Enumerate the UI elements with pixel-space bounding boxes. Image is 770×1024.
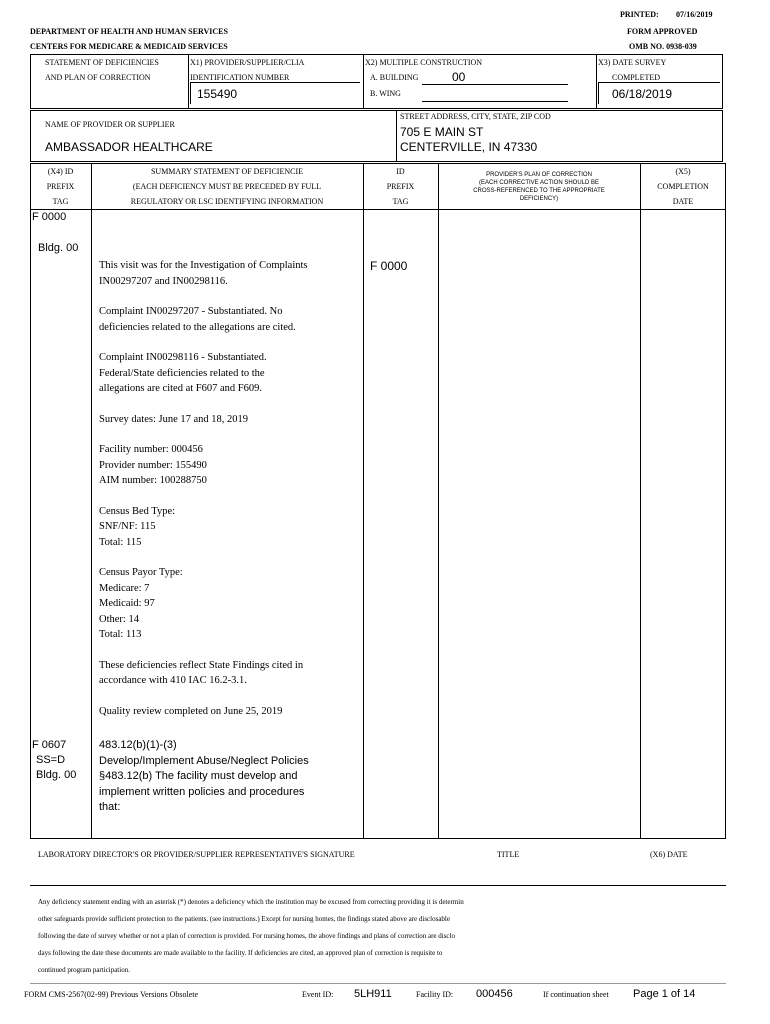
id-header-3: TAG xyxy=(392,197,409,206)
paragraph-2-line-1: Complaint IN00297207 - Substantiated. No xyxy=(99,306,283,317)
disclaimer xyxy=(38,894,728,979)
f607-line-2: Develop/Implement Abuse/Neglect Policies xyxy=(99,754,309,767)
paragraph-3-line-1: Complaint IN00298116 - Substantiated. xyxy=(99,352,267,363)
disclaimer-line-2: other safeguards provide sufficient protection to the patients. (see instructions.) Except for nursing homes, the findings stated above are disclosable xyxy=(38,915,450,923)
statement-label-2: AND PLAN OF CORRECTION xyxy=(45,73,151,82)
paragraph-5-line-2: Provider number: 155490 xyxy=(99,459,207,471)
f607-line-3: §483.12(b) The facility must develop and xyxy=(99,770,298,782)
facility-id-label: Facility ID: xyxy=(416,990,454,999)
prefix-tag-f0607: F 0607 xyxy=(32,739,67,751)
id-prefix-f0000: F 0000 xyxy=(370,259,408,273)
x6-date-label: (X6) DATE xyxy=(650,850,688,859)
paragraph-1-line-1: This visit was for the Investigation of Complaints xyxy=(99,260,308,271)
paragraph-9-line-1: Quality review completed on June 25, 2019 xyxy=(99,705,283,717)
date-survey-completed: 06/18/2019 xyxy=(612,87,673,101)
event-id-label: Event ID: xyxy=(302,990,334,999)
summary-text xyxy=(99,258,361,719)
printed-date: 07/16/2019 xyxy=(676,10,713,19)
wing-label: B. WING xyxy=(370,89,401,98)
paragraph-8-line-2: accordance with 410 IAC 16.2-3.1. xyxy=(99,675,247,686)
continuation-label: If continuation sheet xyxy=(543,990,609,999)
provider-box xyxy=(30,110,723,162)
paragraph-2-line-2: deficiencies related to the allegations are cited. xyxy=(99,321,296,333)
summary-header-2: (EACH DEFICIENCY MUST BE PRECEDED BY FULL xyxy=(132,182,322,191)
paragraph-7-line-3: Medicaid: 97 xyxy=(99,598,155,609)
plan-header-2: (EACH CORRECTIVE ACTION SHOULD BE xyxy=(478,180,600,186)
address-line-2: CENTERVILLE, IN 47330 xyxy=(400,140,538,154)
form-number: FORM CMS-2567(02-99) Previous Versions Obsolete xyxy=(24,990,199,999)
x5-header-2: COMPLETION xyxy=(657,182,709,191)
event-id-value: 5LH911 xyxy=(354,988,392,1000)
paragraph-3-line-2: Federal/State deficiencies related to the xyxy=(99,367,265,379)
scope-severity: SS=D xyxy=(36,754,66,766)
building-value: 00 xyxy=(452,70,466,84)
provider-name-label: NAME OF PROVIDER OR SUPPLIER xyxy=(45,120,175,129)
omb-number: OMB NO. 0938-039 xyxy=(629,42,697,51)
paragraph-5-line-3: AIM number: 100288750 xyxy=(99,475,207,486)
building-tag-2: Bldg. 00 xyxy=(36,769,77,781)
x3-label-1: X3) DATE SURVEY xyxy=(598,58,667,67)
paragraph-6-line-3: Total: 115 xyxy=(99,536,142,548)
paragraph-4-line-1: Survey dates: June 17 and 18, 2019 xyxy=(99,413,249,425)
building-label: A. BUILDING xyxy=(370,73,419,82)
summary-header-3: REGULATORY OR LSC IDENTIFYING INFORMATION xyxy=(130,197,324,206)
paragraph-7-line-2: Medicare: 7 xyxy=(99,582,150,594)
x5-header-3: DATE xyxy=(672,197,694,206)
x2-label: X2) MULTIPLE CONSTRUCTION xyxy=(365,58,483,67)
provider-name: AMBASSADOR HEALTHCARE xyxy=(45,140,213,154)
f607-line-5: that: xyxy=(99,801,121,813)
address-line-1: 705 E MAIN ST xyxy=(400,125,484,139)
signature-label: LABORATORY DIRECTOR'S OR PROVIDER/SUPPLIER REPRESENTATIVE'S SIGNATURE xyxy=(38,850,355,859)
paragraph-6-line-1: Census Bed Type: xyxy=(99,505,176,517)
paragraph-3-line-3: allegations are cited at F607 and F609. xyxy=(99,383,263,394)
id-header-2: PREFIX xyxy=(386,182,415,191)
f607-line-4: implement written policies and procedures xyxy=(99,785,305,798)
statement-label-1: STATEMENT OF DEFICIENCIES xyxy=(45,58,159,67)
summary-header-1: SUMMARY STATEMENT OF DEFICIENCIE xyxy=(150,167,304,176)
title-label: TITLE xyxy=(497,850,520,859)
provider-number: 155490 xyxy=(197,87,238,101)
f607-text xyxy=(99,738,361,816)
paragraph-5-line-1: Facility number: 000456 xyxy=(99,444,203,455)
paragraph-7-line-5: Total: 113 xyxy=(99,629,142,640)
x5-header-1: (X5) xyxy=(675,167,691,176)
centers-title: CENTERS FOR MEDICARE & MEDICAID SERVICES xyxy=(30,42,228,51)
disclaimer-line-5: continued program participation. xyxy=(38,966,130,974)
x4-header-2: PREFIX xyxy=(46,182,75,191)
f607-line-1: 483.12(b)(1)-(3) xyxy=(99,739,177,751)
x4-header-3: TAG xyxy=(52,197,69,206)
facility-id-value: 000456 xyxy=(476,988,513,1000)
paragraph-1-line-2: IN00297207 and IN00298116. xyxy=(99,275,228,287)
paragraph-7-line-4: Other: 14 xyxy=(99,613,139,625)
x1-label-2: IDENTIFICATION NUMBER xyxy=(190,73,290,82)
disclaimer-line-1: Any deficiency statement ending with an asterisk (*) denotes a deficiency which the institution may be excused from correcting providing it is determin xyxy=(38,898,464,906)
paragraph-8-line-1: These deficiencies reflect State Findings cited in xyxy=(99,659,304,671)
plan-header-3: CROSS-REFERENCED TO THE APPROPRIATE xyxy=(473,188,605,194)
plan-header-4: DEFICIENCY) xyxy=(519,196,559,202)
x3-label-2: COMPLETED xyxy=(612,73,660,82)
address-label: STREET ADDRESS, CITY, STATE, ZIP COD xyxy=(400,112,551,121)
paragraph-6-line-2: SNF/NF: 115 xyxy=(99,521,156,532)
paragraph-7-line-1: Census Payor Type: xyxy=(99,567,183,578)
x4-header-1: (X4) ID xyxy=(47,167,74,176)
prefix-tag-f0000: F 0000 xyxy=(32,211,67,223)
plan-header-1: PROVIDER'S PLAN OF CORRECTION xyxy=(486,172,592,178)
page-number: Page 1 of 14 xyxy=(633,988,696,1000)
id-header-1: ID xyxy=(396,167,405,176)
x1-label-1: X1) PROVIDER/SUPPLIER/CLIA xyxy=(190,58,305,67)
prefix-tag-f0607-block xyxy=(32,738,76,783)
form-approved: FORM APPROVED xyxy=(627,27,698,36)
disclaimer-line-3: following the date of survey whether or not a plan of correction is provided. For nursing homes, the above findings and plans of correction are disclo xyxy=(38,932,455,940)
building-tag-1: Bldg. 00 xyxy=(38,242,79,254)
disclaimer-line-4: days following the date these documents are made available to the facility. If deficiencies are cited, an approved plan of correction is requisite to xyxy=(38,949,443,957)
printed-label: PRINTED: xyxy=(620,10,659,19)
dept-title: DEPARTMENT OF HEALTH AND HUMAN SERVICES xyxy=(30,27,228,36)
